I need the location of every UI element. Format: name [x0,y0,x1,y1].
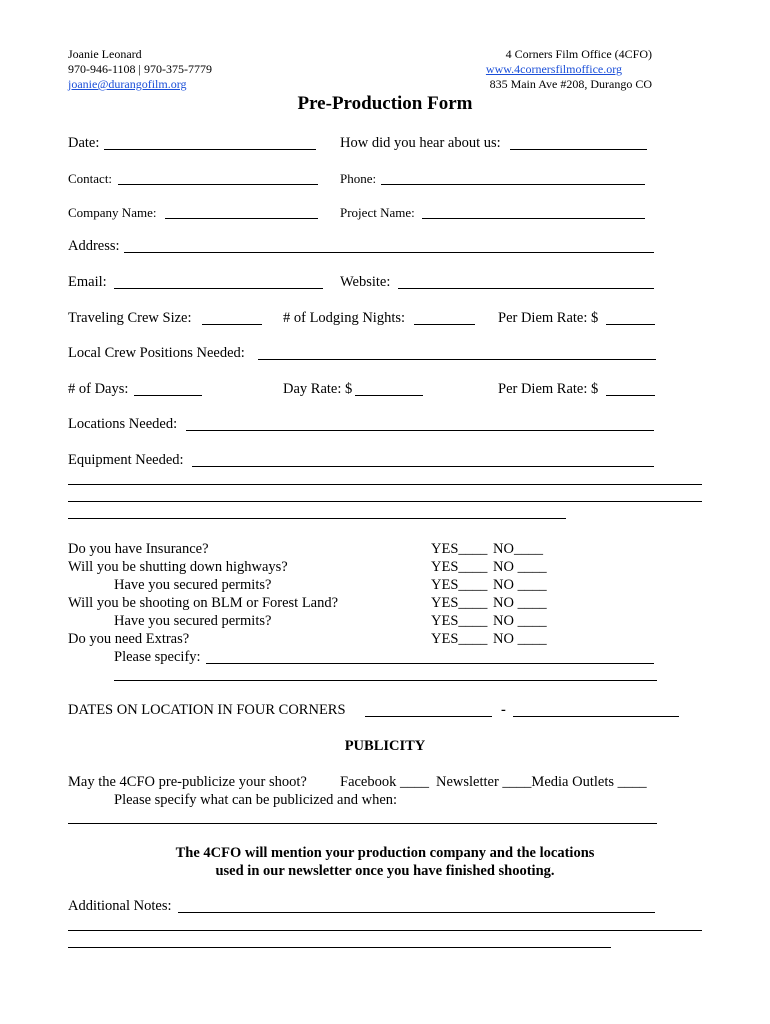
phone-field[interactable] [381,184,645,185]
question-label: Will you be shutting down highways? [68,559,288,575]
facebook-option[interactable]: Facebook ____ [340,774,429,790]
locations-needed-label: Locations Needed: [68,416,178,432]
website-field[interactable] [398,288,654,289]
dates-end-field[interactable] [513,716,679,717]
crew-size-field[interactable] [202,324,262,325]
lodging-nights-label: # of Lodging Nights: [283,310,406,326]
contact-name: Joanie Leonard [68,47,142,61]
dates-on-location-label: DATES ON LOCATION IN FOUR CORNERS [68,702,346,718]
no-checkbox[interactable]: NO____ [493,541,543,557]
no-checkbox[interactable]: NO ____ [493,577,547,593]
day-rate-field[interactable] [355,395,423,396]
dates-start-field[interactable] [365,716,492,717]
question-label: Do you need Extras? [68,631,190,647]
per-diem-label-1: Per Diem Rate: $ [498,310,599,326]
how-heard-field[interactable] [510,149,647,150]
equipment-needed-label: Equipment Needed: [68,452,184,468]
yes-checkbox[interactable]: YES____ [431,541,488,557]
num-days-label: # of Days: [68,381,129,397]
crew-size-label: Traveling Crew Size: [68,310,192,326]
org-website-link[interactable]: www.4cornersfilmoffice.org [485,62,622,76]
contact-email-link[interactable]: joanie@durangofilm.org [68,77,187,91]
yes-checkbox[interactable]: YES____ [431,595,488,611]
additional-notes-extra-line[interactable] [68,930,702,931]
additional-notes-extra-line[interactable] [68,947,611,948]
please-specify-label: Please specify: [114,649,201,665]
local-crew-label: Local Crew Positions Needed: [68,345,245,361]
email-label: Email: [68,274,107,290]
project-name-field[interactable] [422,218,645,219]
publicity-specify-label: Please specify what can be publicized and when: [114,792,398,808]
company-name-field[interactable] [165,218,318,219]
address-label: Address: [68,238,120,254]
additional-notes-field[interactable] [178,912,655,913]
extras-specify-field[interactable] [206,663,654,664]
newsletter-media-options[interactable]: Newsletter ____Media Outlets ____ [436,774,647,790]
publicity-question: May the 4CFO pre-publicize your shoot? [68,774,307,790]
question-label: Have you secured permits? [114,613,272,629]
no-checkbox[interactable]: NO ____ [493,595,547,611]
page-title: Pre-Production Form [297,93,473,114]
publicity-heading: PUBLICITY [344,738,426,754]
website-label: Website: [340,274,391,290]
per-diem-label-2: Per Diem Rate: $ [498,381,599,397]
address-field[interactable] [124,252,654,253]
company-name-label: Company Name: [68,205,157,220]
lodging-nights-field[interactable] [414,324,475,325]
additional-notes-label: Additional Notes: [68,898,172,914]
date-range-dash: - [501,702,506,718]
local-crew-field[interactable] [258,359,656,360]
date-field[interactable] [104,149,316,150]
equipment-extra-line[interactable] [68,501,702,502]
yes-checkbox[interactable]: YES____ [431,631,488,647]
contact-phones: 970-946-1108 | 970-375-7779 [68,62,212,76]
no-checkbox[interactable]: NO ____ [493,613,547,629]
num-days-field[interactable] [134,395,202,396]
equipment-extra-line[interactable] [68,484,702,485]
locations-needed-field[interactable] [186,430,654,431]
equipment-extra-line[interactable] [68,518,566,519]
notice-line-2: used in our newsletter once you have finished shooting. [215,863,555,879]
phone-label: Phone: [340,171,377,186]
org-name: 4 Corners Film Office (4CFO) [505,47,652,61]
yes-checkbox[interactable]: YES____ [431,577,488,593]
yes-checkbox[interactable]: YES____ [431,559,488,575]
how-heard-label: How did you hear about us: [340,135,501,151]
contact-label: Contact: [68,171,113,186]
question-label: Do you have Insurance? [68,541,209,557]
org-address: 835 Main Ave #208, Durango CO [489,77,652,91]
per-diem-field-1[interactable] [606,324,655,325]
no-checkbox[interactable]: NO ____ [493,631,547,647]
no-checkbox[interactable]: NO ____ [493,559,547,575]
question-label: Will you be shooting on BLM or Forest Land? [68,595,339,611]
question-label: Have you secured permits? [114,577,272,593]
contact-field[interactable] [118,184,318,185]
per-diem-field-2[interactable] [606,395,655,396]
equipment-needed-field[interactable] [192,466,654,467]
extras-specify-extra-line[interactable] [114,680,657,681]
day-rate-label: Day Rate: $ [283,381,353,397]
project-name-label: Project Name: [340,205,415,220]
yes-checkbox[interactable]: YES____ [431,613,488,629]
email-field[interactable] [114,288,323,289]
date-label: Date: [68,135,100,151]
publicity-specify-field[interactable] [68,823,657,824]
notice-line-1: The 4CFO will mention your production company and the locations [175,845,595,861]
